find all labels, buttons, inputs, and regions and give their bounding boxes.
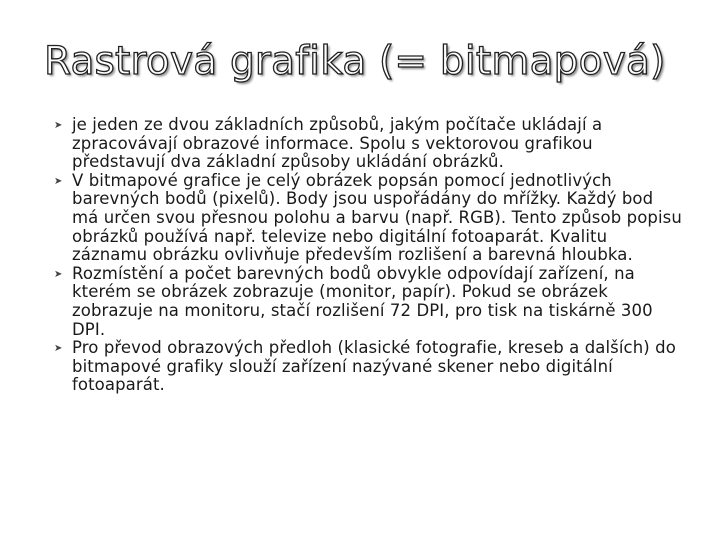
bullet-item bbox=[54, 116, 684, 172]
bullet-text: Pro převod obrazových předloh (klasické fotografie, kreseb a dalších) do bitmapové grafiky slouží zařízení nazývané skener nebo digitální fotoaparát. bbox=[72, 338, 676, 395]
right-arrow-bullet-icon: ➤ bbox=[54, 120, 63, 131]
bullet-text: je jeden ze dvou základních způsobů, jakým počítače ukládají a zpracovávají obrazové informace. Spolu s vektorovou grafikou představují dva základní způsoby ukládání obrázků. bbox=[72, 115, 603, 172]
bullet-text: V bitmapové grafice je celý obrázek popsán pomocí jednotlivých barevných bodů (pixelů). Body jsou uspořádány do mřížky. Každý bod má určen svou přesnou polohu a barvu (např. RGB). Tento způsob popisu obrázků používá např. televize nebo digitální fotoaparát. Kvalitu záznamu obrázku ovlivňuje především rozlišení a barevná hloubka. bbox=[72, 170, 682, 265]
bullet-text: Rozmístění a počet barevných bodů obvykle odpovídají zařízení, na kterém se obrázek zobrazuje (monitor, papír). Pokud se obrázek zobrazuje na monitoru, stačí rozlišení 72 DPI, pro tisk na tiskárně 300 DPI. bbox=[72, 263, 653, 339]
right-arrow-bullet-icon: ➤ bbox=[54, 175, 63, 187]
bullet-list bbox=[54, 116, 684, 395]
bullet-item bbox=[54, 339, 684, 395]
bullet-item bbox=[54, 265, 684, 339]
right-arrow-bullet-icon: ➤ bbox=[54, 343, 63, 355]
bullet-item bbox=[54, 172, 684, 265]
slide-title: Rastrová grafika (= bitmapová) bbox=[44, 39, 666, 84]
right-arrow-bullet-icon: ➤ bbox=[54, 268, 63, 280]
